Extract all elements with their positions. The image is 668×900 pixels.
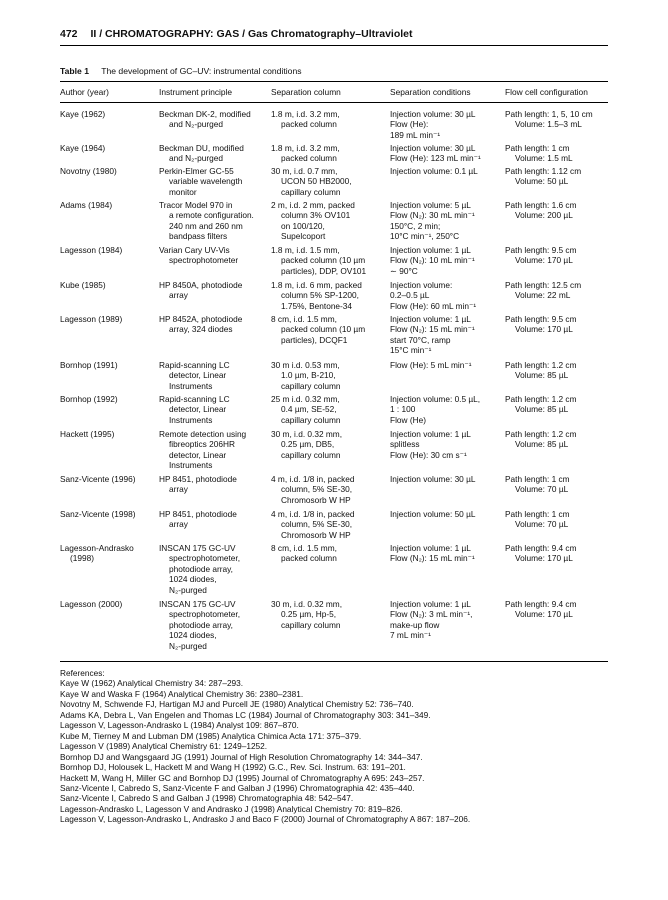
cell-line: Injection volume: 0.5 µL, [390, 394, 481, 404]
reference-item: Lagesson V, Lagesson-Andrasko L (1984) Analyst 109: 867–870. [60, 720, 299, 731]
cell-line: INSCAN 175 GC-UV [159, 543, 236, 553]
cell-line: make-up flow [390, 619, 440, 630]
cell-line: 0.2–0.5 µL [390, 290, 430, 301]
cell-line: Lagesson-Andrasko [60, 543, 134, 553]
flowcell-cell [505, 360, 615, 381]
cell-line: capillary column [281, 449, 341, 460]
conditions-cell [390, 394, 502, 425]
instrument-cell [159, 200, 269, 242]
cell-line: Remote detection using [159, 429, 247, 439]
author-cell [60, 599, 155, 609]
column-header-conditions: Separation conditions [390, 87, 471, 97]
cell-line: Injection volume: 30 µL [390, 474, 476, 484]
cell-line: (1998) [70, 553, 94, 564]
cell-line: Path length: 1.12 cm [505, 166, 582, 176]
reference-item: Lagesson V (1989) Analytical Chemistry 61: 1249–1252. [60, 741, 268, 752]
author-cell [60, 245, 155, 255]
column-header-author: Author (year) [60, 87, 109, 97]
conditions-cell [390, 509, 502, 519]
cell-line: Volume: 50 µL [515, 176, 569, 187]
cell-line: Injection volume: 30 µL [390, 109, 476, 119]
cell-line: 1.8 m, i.d. 3.2 mm, [271, 109, 340, 119]
instrument-cell [159, 166, 269, 197]
page-number: 472 [60, 28, 78, 40]
cell-line: Bornhop (1991) [60, 360, 118, 370]
cell-line: Injection volume: 50 µL [390, 509, 476, 519]
column-cell [271, 599, 389, 630]
running-title: II / CHROMATOGRAPHY: GAS / Gas Chromatography–Ultraviolet [90, 28, 413, 40]
instrument-cell [159, 280, 269, 301]
column-cell [271, 360, 389, 391]
cell-line: Flow (N₂): 15 mL min⁻¹ [390, 324, 475, 335]
cell-line: Injection volume: 30 µL [390, 143, 476, 153]
cell-line: 4 m, i.d. 1/8 in, packed [271, 474, 355, 484]
flowcell-cell [505, 280, 615, 301]
cell-line: ∼ 90°C [390, 265, 418, 276]
table-header-rule [60, 102, 608, 103]
cell-line: and N₂-purged [169, 119, 223, 130]
flowcell-cell [505, 509, 615, 530]
cell-line: Instruments [169, 380, 213, 391]
cell-line: Volume: 70 µL [515, 484, 569, 495]
cell-line: Kaye (1962) [60, 109, 106, 119]
flowcell-cell [505, 599, 615, 620]
instrument-cell [159, 360, 269, 391]
flowcell-cell [505, 166, 615, 187]
cell-line: capillary column [281, 619, 341, 630]
instrument-cell [159, 245, 269, 266]
conditions-cell [390, 360, 502, 370]
cell-line: photodiode array, [169, 619, 233, 630]
reference-item: Novotny M, Schwende FJ, Hartigan MJ and Purcell JE (1980) Analytical Chemistry 52: 736–740. [60, 699, 414, 710]
author-cell [60, 166, 155, 176]
cell-line: Path length: 1 cm [505, 509, 570, 519]
cell-line: Injection volume: 1 µL [390, 429, 471, 439]
conditions-cell [390, 245, 502, 276]
cell-line: packed column [281, 153, 337, 164]
flowcell-cell [505, 429, 615, 450]
cell-line: Volume: 170 µL [515, 255, 573, 266]
cell-line: Volume: 85 µL [515, 404, 569, 415]
cell-line: Path length: 1.6 cm [505, 200, 577, 210]
instrument-cell [159, 543, 269, 595]
author-cell [60, 314, 155, 324]
cell-line: 0.25 µm, Hp-5, [281, 609, 337, 620]
cell-line: Path length: 12.5 cm [505, 280, 582, 290]
cell-line: Injection volume: 0.1 µL [390, 166, 478, 176]
cell-line: 8 cm, i.d. 1.5 mm, [271, 314, 337, 324]
cell-line: Volume: 85 µL [515, 370, 569, 381]
author-cell [60, 143, 155, 153]
cell-line: Path length: 1, 5, 10 cm [505, 109, 593, 119]
cell-line: Volume: 170 µL [515, 324, 573, 335]
cell-line: column, 5% SE-30, [281, 519, 353, 530]
author-cell [60, 280, 155, 290]
cell-line: HP 8450A, photodiode [159, 280, 243, 290]
author-cell [60, 360, 155, 370]
cell-line: HP 8451, photodiode [159, 509, 237, 519]
cell-line: Instruments [169, 414, 213, 425]
author-cell [60, 429, 155, 439]
reference-item: Hackett M, Wang H, Miller GC and Bornhop DJ (1995) Journal of Chromatography A 695: 243–257. [60, 772, 425, 783]
cell-line: 1.75%, Bentone-34 [281, 300, 353, 311]
cell-line: Kaye (1964) [60, 143, 106, 153]
column-cell [271, 200, 389, 242]
cell-line: array [169, 519, 188, 530]
cell-line: Flow (N₂): 15 mL min⁻¹ [390, 553, 475, 564]
cell-line: Tracor Model 970 in [159, 200, 233, 210]
cell-line: HP 8452A, photodiode [159, 314, 243, 324]
cell-line: Volume: 1.5 mL [515, 153, 573, 164]
conditions-cell [390, 314, 502, 356]
cell-line: start 70°C, ramp [390, 334, 451, 345]
cell-line: packed column [281, 553, 337, 564]
conditions-cell [390, 429, 502, 460]
cell-line: Flow (He): [390, 119, 429, 130]
cell-line: Rapid-scanning LC [159, 360, 230, 370]
reference-item: Kube M, Tierney M and Lubman DM (1985) Analytica Chimica Acta 171: 375–379. [60, 730, 362, 741]
conditions-cell [390, 200, 502, 242]
cell-line: 30 m, i.d. 0.32 mm, [271, 599, 343, 609]
cell-line: Injection volume: [390, 280, 453, 290]
cell-line: Injection volume: 1 µL [390, 245, 471, 255]
cell-line: Instruments [169, 460, 213, 471]
cell-line: 1.8 m, i.d. 1.5 mm, [271, 245, 340, 255]
cell-line: monitor [169, 186, 197, 197]
cell-line: Volume: 200 µL [515, 210, 573, 221]
column-cell [271, 109, 389, 130]
cell-line: spectrophotometer [169, 255, 239, 266]
cell-line: detector, Linear [169, 449, 227, 460]
instrument-cell [159, 429, 269, 471]
flowcell-cell [505, 543, 615, 564]
cell-line: Sanz-Vicente (1996) [60, 474, 136, 484]
instrument-cell [159, 474, 269, 495]
cell-line: column 5% SP-1200, [281, 290, 359, 301]
cell-line: Beckman DK-2, modified [159, 109, 251, 119]
reference-item: Bornhop DJ, Holousek L, Hackett M and Wang H (1992) G.C., Rev. Sci. Instrum. 63: 191–201. [60, 762, 406, 773]
cell-line: Injection volume: 5 µL [390, 200, 471, 210]
conditions-cell [390, 280, 502, 311]
cell-line: Kube (1985) [60, 280, 106, 290]
cell-line: packed column [281, 119, 337, 130]
cell-line: N₂-purged [169, 584, 207, 595]
cell-line: particles), DDP, OV101 [281, 265, 367, 276]
flowcell-cell [505, 143, 615, 164]
cell-line: 150°C, 2 min; [390, 220, 441, 231]
column-header-column: Separation column [271, 87, 341, 97]
cell-line: Flow (He): 60 mL min⁻¹ [390, 300, 477, 311]
cell-line: 240 nm and 260 nm [169, 220, 243, 231]
reference-item: Sanz-Vicente I, Cabredo S, Sanz-Vicente F and Galban J (1996) Chromatographia 42: 435–440. [60, 782, 415, 793]
reference-item: Bornhop DJ and Wangsgaard JG (1991) Journal of High Resolution Chromatography 14: 344–347. [60, 751, 423, 762]
cell-line: Perkin-Elmer GC-55 [159, 166, 234, 176]
cell-line: Flow (He): 123 mL min⁻¹ [390, 153, 481, 164]
flowcell-cell [505, 109, 615, 130]
cell-line: Chromosorb W HP [281, 494, 351, 505]
author-cell [60, 543, 155, 564]
cell-line: 189 mL min⁻¹ [390, 129, 441, 140]
reference-item: Lagesson-Andrasko L, Lagesson V and Andrasko J (1998) Analytical Chemistry 70: 819–826. [60, 803, 403, 814]
cell-line: 7 mL min⁻¹ [390, 630, 431, 641]
cell-line: Path length: 9.4 cm [505, 599, 577, 609]
header-rule [60, 45, 608, 46]
instrument-cell [159, 394, 269, 425]
conditions-cell [390, 599, 502, 641]
cell-line: splitless [390, 439, 420, 450]
table-label: Table 1 [60, 66, 89, 76]
table-caption-text: The development of GC–UV: instrumental conditions [101, 66, 302, 76]
reference-item: Kaye W (1962) Analytical Chemistry 34: 287–293. [60, 678, 244, 689]
cell-line: spectrophotometer, [169, 553, 241, 564]
cell-line: 15°C min⁻¹ [390, 345, 432, 356]
cell-line: Volume: 70 µL [515, 519, 569, 530]
cell-line: Path length: 9.4 cm [505, 543, 577, 553]
cell-line: Lagesson (2000) [60, 599, 123, 609]
cell-line: Chromosorb W HP [281, 529, 351, 540]
cell-line: array [169, 484, 188, 495]
conditions-cell [390, 109, 502, 140]
cell-line: Bornhop (1992) [60, 394, 118, 404]
cell-line: 1024 diodes, [169, 574, 217, 585]
flowcell-cell [505, 245, 615, 266]
cell-line: detector, Linear [169, 404, 227, 415]
cell-line: Volume: 22 mL [515, 290, 571, 301]
cell-line: column 3% OV101 [281, 210, 351, 221]
cell-line: 4 m, i.d. 1/8 in, packed [271, 509, 355, 519]
column-cell [271, 245, 389, 276]
cell-line: fibreoptics 206HR [169, 439, 235, 450]
instrument-cell [159, 509, 269, 530]
table-bottom-rule [60, 661, 608, 662]
table-caption [60, 66, 302, 76]
cell-line: Path length: 9.5 cm [505, 245, 577, 255]
table-top-rule [60, 81, 608, 82]
cell-line: Varian Cary UV-Vis [159, 245, 230, 255]
cell-line: Volume: 170 µL [515, 609, 573, 620]
cell-line: 30 m, i.d. 0.7 mm, [271, 166, 338, 176]
cell-line: capillary column [281, 380, 341, 391]
conditions-cell [390, 474, 502, 484]
column-cell [271, 429, 389, 460]
cell-line: and N₂-purged [169, 153, 223, 164]
cell-line: Sanz-Vicente (1998) [60, 509, 136, 519]
conditions-cell [390, 143, 502, 164]
cell-line: Novotny (1980) [60, 166, 117, 176]
author-cell [60, 474, 155, 484]
instrument-cell [159, 314, 269, 335]
cell-line: 0.4 µm, SE-52, [281, 404, 337, 415]
column-cell [271, 543, 389, 564]
cell-line: Flow (He) [390, 414, 426, 425]
cell-line: Lagesson (1989) [60, 314, 123, 324]
author-cell [60, 109, 155, 119]
cell-line: packed column (10 µm [281, 255, 366, 266]
cell-line: Path length: 1 cm [505, 143, 570, 153]
conditions-cell [390, 543, 502, 564]
cell-line: Beckman DU, modified [159, 143, 244, 153]
cell-line: 30 m i.d. 0.53 mm, [271, 360, 340, 370]
flowcell-cell [505, 394, 615, 415]
cell-line: Flow (N₂): 10 mL min⁻¹ [390, 255, 475, 266]
flowcell-cell [505, 200, 615, 221]
cell-line: 30 m, i.d. 0.32 mm, [271, 429, 343, 439]
reference-item: Kaye W and Waska F (1964) Analytical Chemistry 36: 2380–2381. [60, 688, 304, 699]
reference-list [60, 678, 470, 824]
cell-line: bandpass filters [169, 231, 228, 242]
column-header-flowcell: Flow cell configuration [505, 87, 588, 97]
cell-line: Rapid-scanning LC [159, 394, 230, 404]
author-cell [60, 509, 155, 519]
cell-line: Lagesson (1984) [60, 245, 123, 255]
references-heading: References: [60, 668, 105, 678]
reference-item: Adams KA, Debra L, Van Engelen and Thomas LC (1984) Journal of Chromatography 303: 341–349. [60, 709, 431, 720]
cell-line: Flow (N₂): 30 mL min⁻¹ [390, 210, 475, 221]
cell-line: Path length: 1 cm [505, 474, 570, 484]
column-cell [271, 143, 389, 164]
running-header [60, 28, 413, 40]
cell-line: 1 : 100 [390, 404, 416, 415]
reference-item: Sanz-Vicente I, Cabredo S and Galban J (1998) Chromatographia 48: 542–547. [60, 793, 354, 804]
flowcell-cell [505, 474, 615, 495]
conditions-cell [390, 166, 502, 176]
cell-line: Path length: 1.2 cm [505, 360, 577, 370]
cell-line: Volume: 1.5–3 mL [515, 119, 582, 130]
cell-line: Injection volume: 1 µL [390, 543, 471, 553]
column-cell [271, 314, 389, 345]
cell-line: Flow (N₂): 3 mL min⁻¹, [390, 609, 473, 620]
cell-line: on 100/120, [281, 220, 325, 231]
column-cell [271, 166, 389, 197]
cell-line: INSCAN 175 GC-UV [159, 599, 236, 609]
cell-line: spectrophotometer, [169, 609, 241, 620]
cell-line: detector, Linear [169, 370, 227, 381]
cell-line: Volume: 85 µL [515, 439, 569, 450]
cell-line: array [169, 290, 188, 301]
column-cell [271, 474, 389, 505]
cell-line: Flow (He): 30 cm s⁻¹ [390, 449, 467, 460]
cell-line: Path length: 9.5 cm [505, 314, 577, 324]
cell-line: capillary column [281, 186, 341, 197]
cell-line: column, 5% SE-30, [281, 484, 353, 495]
instrument-cell [159, 109, 269, 130]
instrument-cell [159, 599, 269, 651]
author-cell [60, 394, 155, 404]
reference-item: Lagesson V, Lagesson-Andrasko L, Andrasko J and Baco F (2000) Journal of Chromatography A 867: 187–206. [60, 814, 471, 825]
cell-line: Injection volume: 1 µL [390, 599, 471, 609]
cell-line: Path length: 1.2 cm [505, 394, 577, 404]
cell-line: HP 8451, photodiode [159, 474, 237, 484]
cell-line: array, 324 diodes [169, 324, 233, 335]
cell-line: Flow (He): 5 mL min⁻¹ [390, 360, 472, 370]
cell-line: 1.0 µm, B-210, [281, 370, 336, 381]
cell-line: N₂-purged [169, 640, 207, 651]
cell-line: variable wavelength [169, 176, 243, 187]
cell-line: Adams (1984) [60, 200, 113, 210]
cell-line: packed column (10 µm [281, 324, 366, 335]
flowcell-cell [505, 314, 615, 335]
author-cell [60, 200, 155, 210]
cell-line: 2 m, i.d. 2 mm, packed [271, 200, 355, 210]
cell-line: 25 m i.d. 0.32 mm, [271, 394, 340, 404]
column-header-instrument: Instrument principle [159, 87, 233, 97]
cell-line: Hackett (1995) [60, 429, 115, 439]
column-cell [271, 509, 389, 540]
column-cell [271, 394, 389, 425]
cell-line: 10°C min⁻¹, 250°C [390, 231, 460, 242]
column-cell [271, 280, 389, 311]
cell-line: particles), DCQF1 [281, 334, 348, 345]
cell-line: Path length: 1.2 cm [505, 429, 577, 439]
references [60, 668, 470, 825]
cell-line: a remote configuration. [169, 210, 254, 221]
cell-line: photodiode array, [169, 563, 233, 574]
cell-line: capillary column [281, 414, 341, 425]
cell-line: 0.25 µm, DB5, [281, 439, 335, 450]
cell-line: 1.8 m, i.d. 3.2 mm, [271, 143, 340, 153]
cell-line: UCON 50 HB2000, [281, 176, 352, 187]
cell-line: 1024 diodes, [169, 630, 217, 641]
cell-line: 1.8 m, i.d. 6 mm, packed [271, 280, 362, 290]
cell-line: 8 cm, i.d. 1.5 mm, [271, 543, 337, 553]
cell-line: Injection volume: 1 µL [390, 314, 471, 324]
cell-line: Volume: 170 µL [515, 553, 573, 564]
cell-line: Supelcoport [281, 231, 326, 242]
instrument-cell [159, 143, 269, 164]
